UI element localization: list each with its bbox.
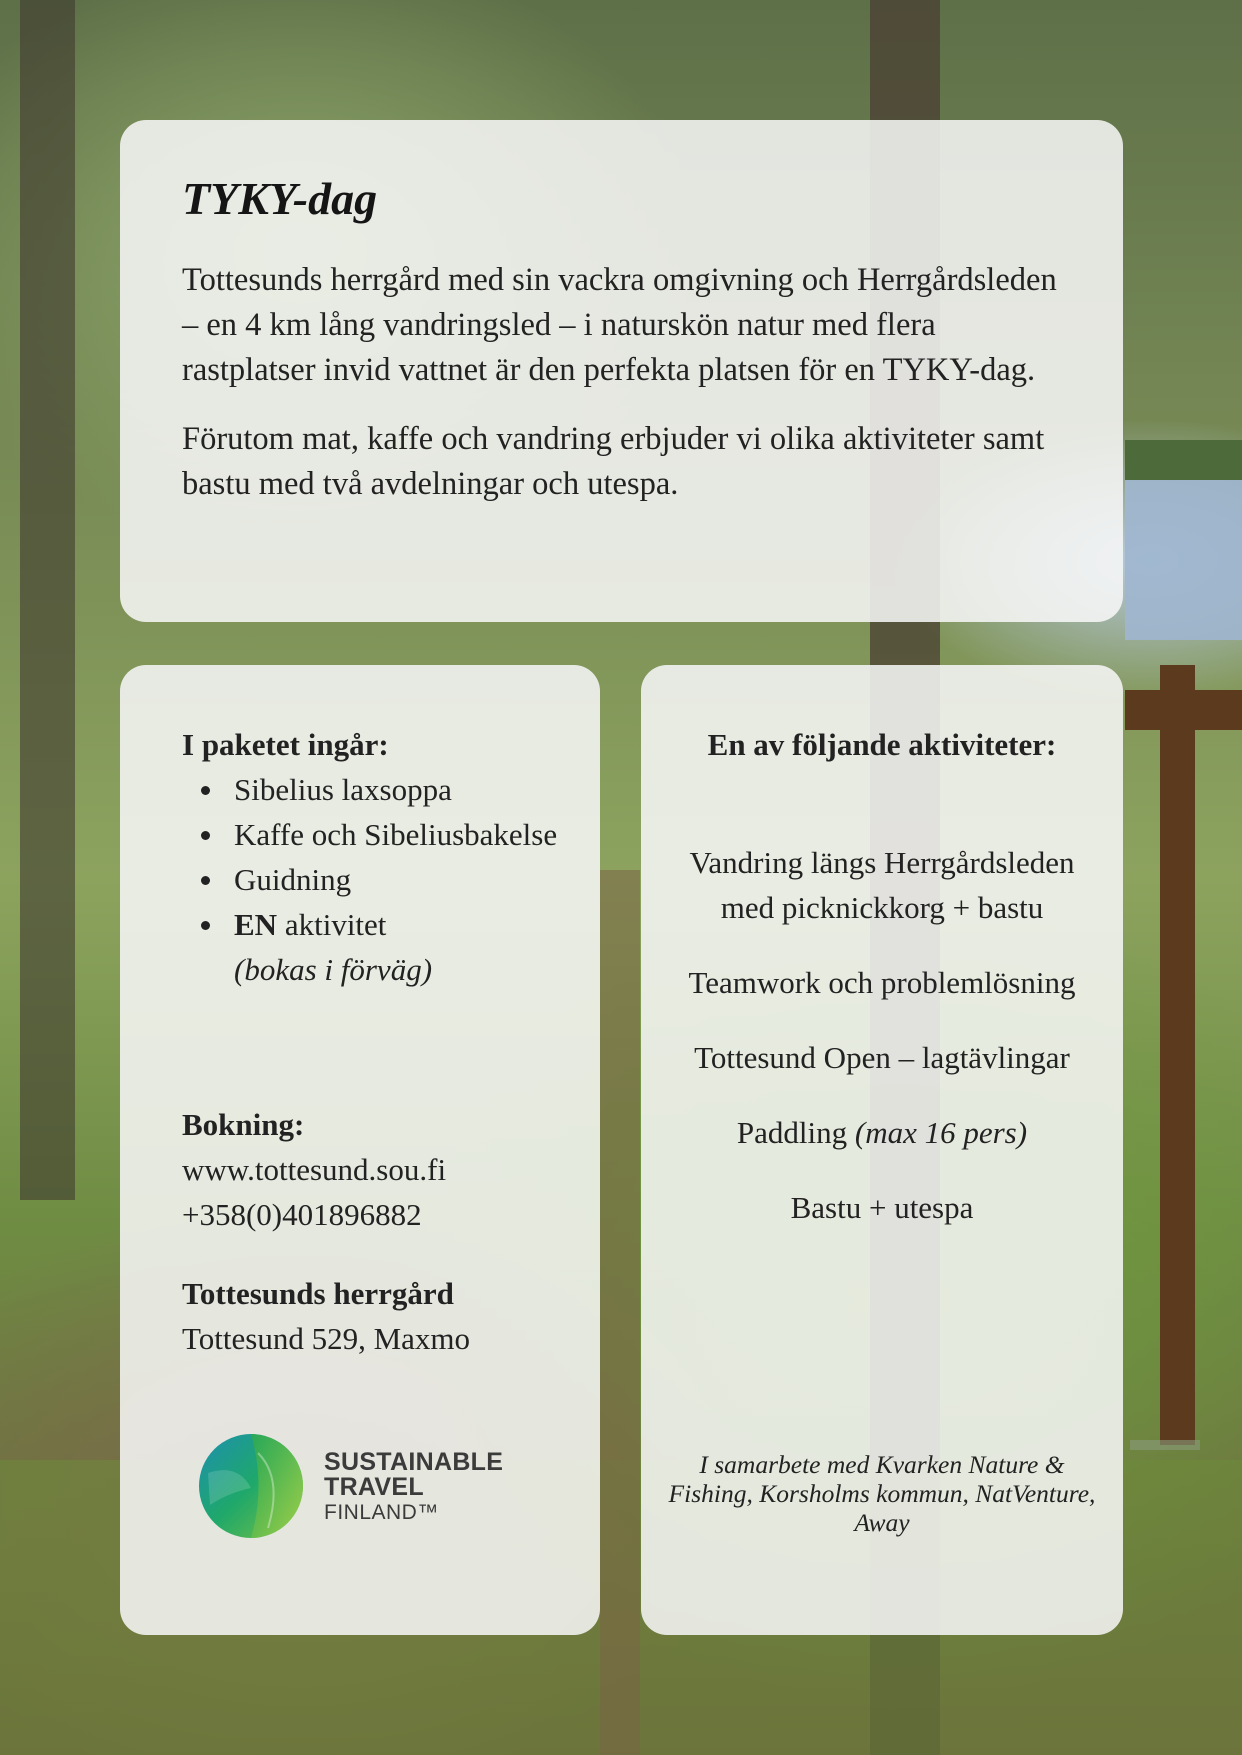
booking-note: (bokas i förväg) xyxy=(234,952,433,987)
package-section xyxy=(182,722,582,992)
venue-name: Tottesunds herrgård xyxy=(182,1276,454,1311)
activities-heading: En av följande aktiviteter: xyxy=(707,727,1057,762)
leaf-emblem-icon xyxy=(198,1433,304,1539)
booking-heading: Bokning: xyxy=(182,1107,305,1142)
intro-paragraph-1: Tottesunds herrgård med sin vackra omgivning och Herrgårdsleden – en 4 km lång vandringsled – i naturskön natur med flera rastplatser invid vattnet är den perfekta platsen för en TYKY-dag. xyxy=(182,262,1057,388)
sustainable-travel-logo xyxy=(198,1433,518,1543)
intro-card xyxy=(120,120,1123,622)
package-heading: I paketet ingår: xyxy=(182,727,389,762)
intro-text xyxy=(182,258,1062,531)
activity-item: Tottesund Open – lagtävlingar xyxy=(694,1040,1070,1075)
booking-section xyxy=(182,1102,582,1237)
package-item: Guidning xyxy=(234,857,582,902)
logo-line-1: SUSTAINABLE xyxy=(324,1448,504,1476)
logo-line-3: FINLAND™ xyxy=(324,1501,439,1524)
activity-item-paddling xyxy=(661,1110,1103,1155)
paddling-note: (max 16 pers) xyxy=(854,1115,1028,1150)
activities-list xyxy=(661,840,1103,1230)
activity-label: aktivitet xyxy=(277,907,387,942)
package-list xyxy=(182,767,582,992)
activity-item: Bastu + utespa xyxy=(790,1190,974,1225)
intro-paragraph-2: Förutom mat, kaffe och vandring erbjuder vi olika aktiviteter samt bastu med två avdelningar och utespa. xyxy=(182,421,1045,502)
page-title: TYKY-dag xyxy=(182,173,378,224)
package-item: Sibelius laxsoppa xyxy=(234,767,582,812)
logo-line-2: TRAVEL xyxy=(324,1473,424,1501)
venue-address: Tottesund 529, Maxmo xyxy=(182,1321,471,1356)
package-item: Kaffe och Sibeliusbakelse xyxy=(234,812,582,857)
venue-section xyxy=(182,1271,582,1361)
activity-count: EN xyxy=(234,907,278,942)
activity-item: Teamwork och problemlösning xyxy=(688,965,1076,1000)
paddling-label: Paddling xyxy=(736,1115,855,1150)
phone-number[interactable]: +358(0)401896882 xyxy=(182,1197,422,1232)
website-link[interactable]: www.tottesund.sou.fi xyxy=(182,1152,447,1187)
activity-item: Vandring längs Herrgårdsleden med picknickkorg + bastu xyxy=(689,845,1075,925)
activities-card xyxy=(641,665,1123,1635)
package-item-activity xyxy=(234,902,582,992)
logo-wordmark xyxy=(324,1450,503,1525)
package-card xyxy=(120,665,600,1635)
partners-note: I samarbete med Kvarken Nature & Fishing, Korsholms kommun, NatVenture, Away xyxy=(668,1450,1096,1537)
